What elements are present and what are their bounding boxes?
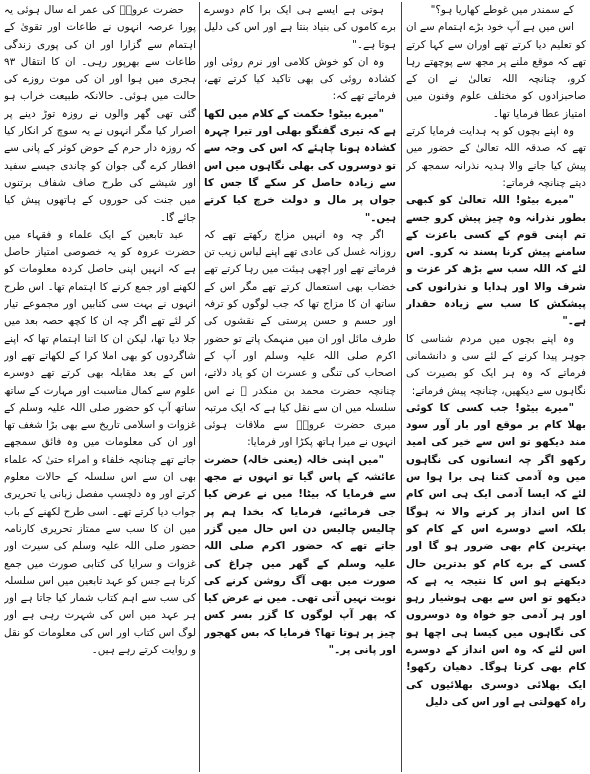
middle-text-column [204,0,396,774]
paragraph: حضرت عروہؓ کی عمر اے سال ہوئی یہ پورا عرصہ انہوں نے طاعات اور تقویٰ کے اہتمام سے گزارا اور ان کی پوری زندگی طاعات سے بھرپور رہی۔ ان کا انتقال ۹۳ ہجری میں ہوا اور ان کی موت روزے کی حالت میں ہوئی۔ حالانکہ طبیعت خراب ہو گئی تھی گھر والوں نے روزہ توڑ دینے پر اصرار کیا مگر انہوں نے یہ سوچ کر انکار کیا کہ روزہ دار حرم کے حوض کوثر کے پانی سے افطار کرے گی جوان کو چاندی جیسے سفید اور شیشے کی طرح صاف شفاف برتنوں میں جنت کی حوروں کے ہاتھوں پیش کیا جائے گا۔ [4,4,196,224]
paragraph: عبد تابعین کے ایک علماء و فقہاء میں حضرت عروہ کو یہ خصوصی امتیاز حاصل ہے کہ انہیں اپنی حاصل کردہ معلومات کو لکھنے اور جمع کرنے کا اہتمام تھا۔ اس طرح انہوں نے بہت سی کتابیں اور مجموعے تیار کر لئے تھے اگر چہ ان کا کچھ حصہ بعد میں جلا دیا تھا، لیکن ان کا اتنا اہتمام تھا کہ اپنے شاگردوں کو بھی املا کرا کے لکھاتے تھے اور اس کے بعد مقابلہ بھی کرتے تھے دوسرے علوم سے کمال مناسبت اور مہارت کے ساتھ ساتھ آپ کو حضور صلی اللہ علیہ وسلم کے غزوات و اسلامی تاریخ سے بھی بڑا شغف تھا اور ان کی معلومات میں وہ فائق سمجھے جاتے تھے چنانچہ خلفاء و امراء حتیٰ کہ علماء بھی ان سے اس سلسلہ کے حالات معلوم کرتے اور وہ دلچسپ مفصل زبانی یا تحریری جواب دیا کرتے تھے۔ اسی طرح لکھنے کے باب میں ان کا سب سے ممتاز تحریری کارنامہ حضور صلی اللہ علیہ وسلم کی سیرت اور غزوات و سرایا کی کتابی صورت میں جمع کرنا ہے جس کو عہد تابعین میں اس سلسلہ کی سب سے اہم کتاب شمار کیا جاتا ہے اور ہر عہد میں اس کی شہرت رہی ہے اور لوگ اس کتاب اور اس کی معلومات کو نقل و روایت کرتے رہے ہیں۔ [4,228,196,656]
column-divider [401,2,402,772]
paragraph: اس میں ہے آپ خود بڑے اہتمام سے ان کو تعلیم دیا کرتے تھے اوران سے کہا کرتے تھے کہ موقع ملنے پر مجھ سے پوچھتے رہا کرو، چنانچہ اللہ تعالیٰ نے ان کے صاحبزادوں کو مختلف علوم وفنون میں امتیاز عطا فرمایا تھا۔ [406,21,586,120]
quote-paragraph: "میرے بیٹو! جب کسی کا کوئی بھلا کام بر موقع اور بار آور سود مند دیکھو تو اس سے خیر کی امید رکھو اگر چہ انسانوں کی نگاہوں میں وہ آدمی کتنا ہی برا ہوا س لئے کہ ایسا آدمی ایک ہی اس کام کا اس انداز پر کرنے والا نہ ہوگا بلکہ اسے دوسرے اس کے کام کو بہترین کام بھی ضرور ہو گا اور کسی کے برے کام کو بدترین حال دیکھتے ہو اس کا نتیجہ یہ ہے کہ دیکھو تو اس سے بھی ہوشیار رہو اور ہر آدمی جو خواہ وہ دوسروں کی نگاہوں میں کیسا ہی اچھا ہو اس لئے کہ وہ اس انداز کے دوسرے کام بھی کرتا ہوگا۔ دھیان رکھو! ایک بھلائی دوسری بھلائیوں کی راہ کھولتی ہے اور اس کی دلیل [406,401,586,708]
paragraph: ہوتی ہے ایسے ہی ایک برا کام دوسرے برے کاموں کی بنیاد بنتا ہے اور اس کی دلیل ہوتا ہے۔" [204,4,396,51]
paragraph: وہ اپنے بچوں کو یہ ہدایت فرمایا کرتے تھے کہ صدقہ اللہ تعالیٰ کے حضور میں پیش کیا جانے والا ہدیہ نذرانہ سمجھ کر دیتے چنانچہ فرماتے: [406,125,586,189]
right-text-column [406,0,586,774]
paragraph: اگر چہ وہ انہیں مزاج رکھتے تھے کہ روزانہ غسل کی عادی تھے اپنے لباس زیب تن فرماتے تھے اور اچھی ہیئت میں رہا کرتے تھے خضاب بھی استعمال کرتے تھے مگر اس کے ساتھ ان کا مزاج تھا کہ جب لوگوں کو ترفہ اور حسم و حسن پرستی کے نقشوں کی طرف مائل اور ان میں منہمک پاتے تو حضور اکرم صلی اللہ علیہ وسلم اور آپ کے اصحاب کی تنگی و عسرت ان کو یاد دلاتے، چنانچہ حضرت محمد بن منکدر ؓ نے اس سلسلہ میں ان سے نقل کیا ہے کہ ایک مرتبہ میری حضرت عروہؓ سے ملاقات ہوئی انہوں نے میرا ہاتھ پکڑا اور فرمایا: [204,228,396,449]
paragraph: وہ ان کو خوش کلامی اور نرم روئی اور کشادہ روئی کی بھی تاکید کیا کرتے تھے، فرماتے تھے کہ: [204,55,396,103]
quote-paragraph: "میرے بیٹو! حکمت کے کلام میں لکھا ہے کہ تیری گفتگو بھلی اور تیرا چہرہ کشادہ ہونا چاہئے کہ اس کی وجہ سے تو دوسروں کی بھلی نگاہوں میں اس سے زیادہ حاصل کر سکے گا جس کا جواں پر مال و دولت خرچ کیا کرتے ہیں۔" [204,107,396,224]
column-divider [199,2,200,772]
paragraph: وہ اپنے بچوں میں مردم شناسی کا جوہر پیدا کرنے کے لئے سی و دانشمانی فرماتے کہ وہ ہر ایک کو بصیرت کی نگاہوں سے دیکھیں، چنانچہ پیش فرماتے: [406,332,586,397]
left-text-column [4,0,196,774]
paragraph: کے سمندر میں غوطے کھاریا ہو؟" [430,4,574,16]
quote-paragraph: "میں اپنی خالہ (یعنی خالہ) حضرت عائشہ کے پاس گیا تو انہوں نے مجھ سے فرمایا کہ بیٹا! میں نے عرض کیا جی فرمائیے، فرمایا کہ بخدا ہم پر چالیس چالیس دن اس حال میں گزر جاتے تھے کہ حضور اکرم صلی اللہ علیہ وسلم کے گھر میں چراغ کی صورت میں بھی آگ روشن کرنے کی نوبت نہیں آتی تھی۔ میں نے عرض کیا کہ پھر آپ لوگوں کا گزر بسر کس چیز پر ہوتا تھا؟ فرمایا کہ بس کھجور اور پانی پر۔" [204,453,396,656]
quote-paragraph: "میرے بیٹو! اللہ تعالیٰ کو کبھی بطور نذرانہ وہ چیز پیش کرو جسے تم اپنی قوم کے کسی باعزت کے سامنے پیش کرنا پسند نہ کرو۔ اس لئے کہ اللہ سب سے بڑھ کر عزت و شرف والا اور ہدایا و نذرانوں کی پیشکش کا سب سے زیادہ حقدار ہے۔" [406,194,586,328]
